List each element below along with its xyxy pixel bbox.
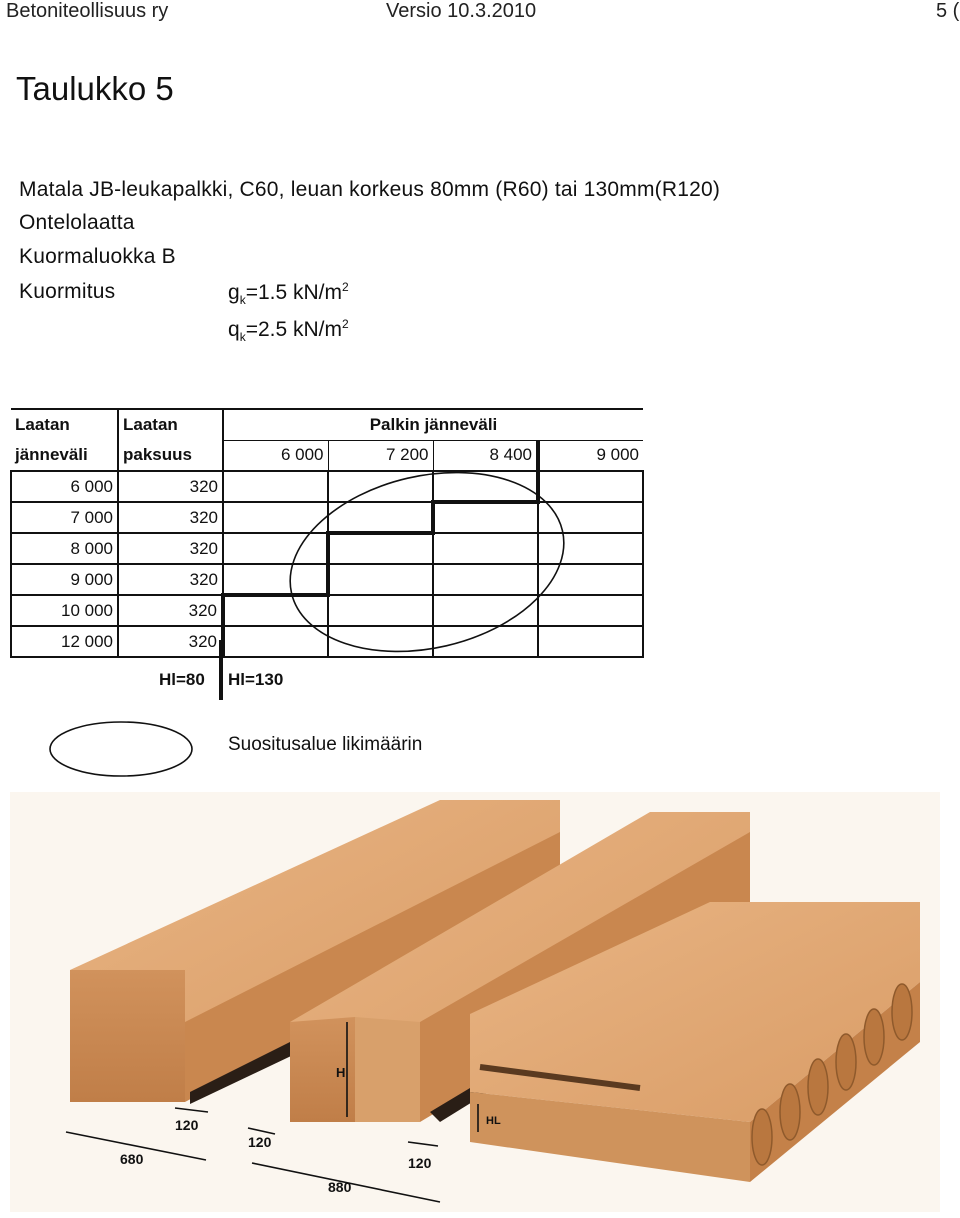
empty-cell (538, 626, 643, 657)
empty-cell (433, 564, 538, 595)
empty-cell (538, 533, 643, 564)
empty-cell (223, 626, 328, 657)
live-load-value: =2.5 kN/m (245, 318, 342, 341)
slab-span-cell: 8 000 (11, 533, 118, 564)
empty-cell (328, 626, 433, 657)
dim-120-right: 120 (408, 1155, 432, 1171)
table-row (11, 471, 643, 502)
live-load-exponent: 2 (341, 317, 349, 331)
dead-load-symbol: g (228, 281, 240, 304)
table-row (11, 626, 643, 657)
empty-cell (538, 502, 643, 533)
slab-thickness-cell: 320 (118, 533, 223, 564)
empty-cell (328, 502, 433, 533)
empty-cell (223, 533, 328, 564)
slab-thickness-cell: 320 (118, 502, 223, 533)
slab-thickness-cell: 320 (118, 471, 223, 502)
header-page-number: 5 ( (936, 0, 960, 22)
beam-description: Matala JB-leukapalkki, C60, leuan korkeus 80mm (R60) tai 130mm(R120) (19, 178, 721, 201)
empty-cell (433, 502, 538, 533)
slab-span-cell: 9 000 (11, 564, 118, 595)
slab-span-cell: 6 000 (11, 471, 118, 502)
empty-cell (433, 595, 538, 626)
col2-header-bottom: paksuus (118, 440, 223, 471)
slab-thickness-cell: 320 (118, 564, 223, 595)
load-class: Kuormaluokka B (19, 245, 176, 268)
dim-120-middle: 120 (248, 1134, 272, 1150)
dim-680: 680 (120, 1151, 144, 1167)
left-beam-end (70, 970, 185, 1102)
col1-header-bottom: jänneväli (11, 440, 118, 471)
dim-880: 880 (328, 1179, 352, 1195)
header-left: Betoniteollisuus ry (6, 0, 169, 22)
empty-cell (223, 471, 328, 502)
table-row (11, 502, 643, 533)
table-row (11, 564, 643, 595)
legend-label: Suositusalue likimäärin (228, 734, 423, 755)
empty-cell (328, 471, 433, 502)
empty-cell (328, 564, 433, 595)
dim-120-left: 120 (175, 1117, 199, 1133)
empty-cell (328, 533, 433, 564)
live-load-symbol: q (228, 318, 240, 341)
beam-span-header: 6 000 (223, 440, 328, 471)
empty-cell (538, 564, 643, 595)
h-label: H (336, 1065, 346, 1080)
dead-load-value: =1.5 kN/m (245, 281, 342, 304)
empty-cell (538, 471, 643, 502)
beam-span-header: 9 000 (596, 445, 639, 465)
header-version: Versio 10.3.2010 (386, 0, 537, 22)
live-load (228, 317, 349, 344)
empty-cell (433, 471, 538, 502)
dead-load-exponent: 2 (341, 280, 349, 294)
table-row (11, 533, 643, 564)
hl80-label: Hl=80 (159, 670, 205, 689)
empty-cell (433, 533, 538, 564)
live-load-subscript: k (239, 330, 246, 345)
slab-thickness-cell: 320 (118, 626, 223, 657)
legend-ellipse-icon (46, 718, 196, 780)
table-row (11, 595, 643, 626)
middle-beam-face (355, 1017, 420, 1122)
dead-load (228, 280, 349, 307)
dead-load-subscript: k (239, 293, 246, 308)
beam-slab-illustration (10, 792, 940, 1212)
empty-cell (223, 502, 328, 533)
beam-span-header: 8 400 (433, 440, 538, 471)
empty-cell (223, 564, 328, 595)
page-title: Taulukko 5 (16, 70, 174, 107)
col1-header-top: Laatan (11, 409, 118, 440)
beam-span-header: 7 200 (328, 440, 433, 471)
hl-label: HL (486, 1115, 501, 1127)
empty-cell (433, 626, 538, 657)
hl130-label: Hl=130 (228, 670, 284, 689)
slab-type: Ontelolaatta (19, 211, 135, 234)
empty-cell (223, 595, 328, 626)
span-table (10, 408, 644, 658)
col2-header-top: Laatan (118, 409, 223, 440)
slab-span-cell: 10 000 (11, 595, 118, 626)
slab-span-cell: 12 000 (11, 626, 118, 657)
beam-span-group-header: Palkin jänneväli (223, 409, 643, 440)
empty-cell (538, 595, 643, 626)
slab-span-cell: 7 000 (11, 502, 118, 533)
load-label: Kuormitus (19, 280, 116, 303)
slab-thickness-cell: 320 (118, 595, 223, 626)
empty-cell (328, 595, 433, 626)
